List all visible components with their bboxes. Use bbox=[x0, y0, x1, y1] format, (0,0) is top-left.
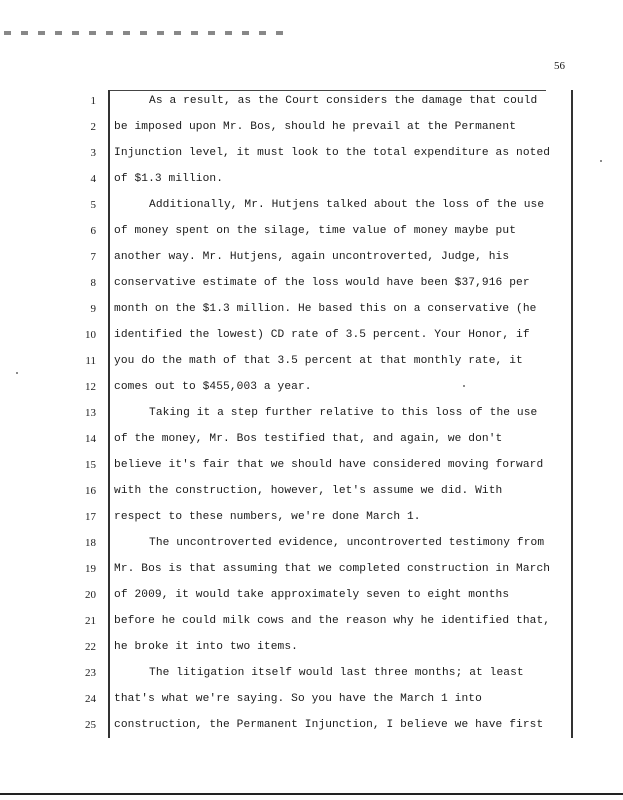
line-number: 18 bbox=[85, 537, 96, 549]
transcript-line: The uncontroverted evidence, uncontroverted testimony from bbox=[149, 537, 545, 549]
transcript-line: Injunction level, it must look to the total expenditure as noted bbox=[114, 147, 551, 159]
transcript-line: of 2009, it would take approximately seven to eight months bbox=[114, 589, 510, 601]
transcript-line: of money spent on the silage, time value of money maybe put bbox=[114, 225, 517, 237]
transcript-line: Mr. Bos is that assuming that we completed construction in March bbox=[114, 563, 551, 575]
line-number: 4 bbox=[90, 173, 96, 185]
line-number: 20 bbox=[85, 589, 96, 601]
line-number: 22 bbox=[85, 641, 96, 653]
transcript-line: another way. Mr. Hutjens, again uncontroverted, Judge, his bbox=[114, 251, 510, 263]
line-number: 1 bbox=[90, 95, 96, 107]
transcript-line: Taking it a step further relative to this loss of the use bbox=[149, 407, 538, 419]
transcript-line: you do the math of that 3.5 percent at that monthly rate, it bbox=[114, 355, 523, 367]
line-number: 10 bbox=[85, 329, 96, 341]
transcript-line: of the money, Mr. Bos testified that, and again, we don't bbox=[114, 433, 503, 445]
margin-border-top bbox=[108, 90, 546, 91]
transcript-line: respect to these numbers, we're done March 1. bbox=[114, 511, 421, 523]
transcript-line: with the construction, however, let's assume we did. With bbox=[114, 485, 503, 497]
line-number: 17 bbox=[85, 511, 96, 523]
line-number: 5 bbox=[90, 199, 96, 211]
transcript-line: conservative estimate of the loss would have been $37,916 per bbox=[114, 277, 530, 289]
line-number: 6 bbox=[90, 225, 96, 237]
line-number: 16 bbox=[85, 485, 96, 497]
bottom-rule bbox=[0, 793, 623, 795]
transcript-line: believe it's fair that we should have considered moving forward bbox=[114, 459, 544, 471]
line-number: 15 bbox=[85, 459, 96, 471]
scan-speck bbox=[600, 160, 602, 162]
transcript-line: Additionally, Mr. Hutjens talked about the loss of the use bbox=[149, 199, 545, 211]
line-number: 7 bbox=[90, 251, 96, 263]
line-number: 23 bbox=[85, 667, 96, 679]
line-number: 13 bbox=[85, 407, 96, 419]
transcript-line: month on the $1.3 million. He based this on a conservative (he bbox=[114, 303, 537, 315]
page-number: 56 bbox=[554, 60, 565, 72]
line-number: 9 bbox=[90, 303, 96, 315]
line-number: 21 bbox=[85, 615, 96, 627]
transcript-line: he broke it into two items. bbox=[114, 641, 298, 653]
line-number: 24 bbox=[85, 693, 96, 705]
margin-border-right bbox=[571, 90, 573, 738]
transcript-line: comes out to $455,003 a year. bbox=[114, 381, 312, 393]
margin-border-left bbox=[108, 90, 110, 738]
line-number: 14 bbox=[85, 433, 96, 445]
scan-artifact-dashes bbox=[4, 31, 284, 35]
scan-speck bbox=[16, 372, 18, 374]
line-number: 19 bbox=[85, 563, 96, 575]
transcript-line: that's what we're saying. So you have the March 1 into bbox=[114, 693, 482, 705]
transcript-line: construction, the Permanent Injunction, I believe we have first bbox=[114, 719, 544, 731]
transcript-line: be imposed upon Mr. Bos, should he prevail at the Permanent bbox=[114, 121, 517, 133]
line-number: 25 bbox=[85, 719, 96, 731]
line-number: 8 bbox=[90, 277, 96, 289]
transcript-line: of $1.3 million. bbox=[114, 173, 224, 185]
line-number: 11 bbox=[85, 355, 96, 367]
transcript-line: identified the lowest) CD rate of 3.5 percent. Your Honor, if bbox=[114, 329, 530, 341]
line-number: 12 bbox=[85, 381, 96, 393]
scan-speck bbox=[463, 385, 465, 387]
transcript-line: The litigation itself would last three months; at least bbox=[149, 667, 524, 679]
transcript-line: before he could milk cows and the reason why he identified that, bbox=[114, 615, 551, 627]
transcript-line: As a result, as the Court considers the damage that could bbox=[149, 95, 538, 107]
line-number: 2 bbox=[90, 121, 96, 133]
line-number: 3 bbox=[90, 147, 96, 159]
